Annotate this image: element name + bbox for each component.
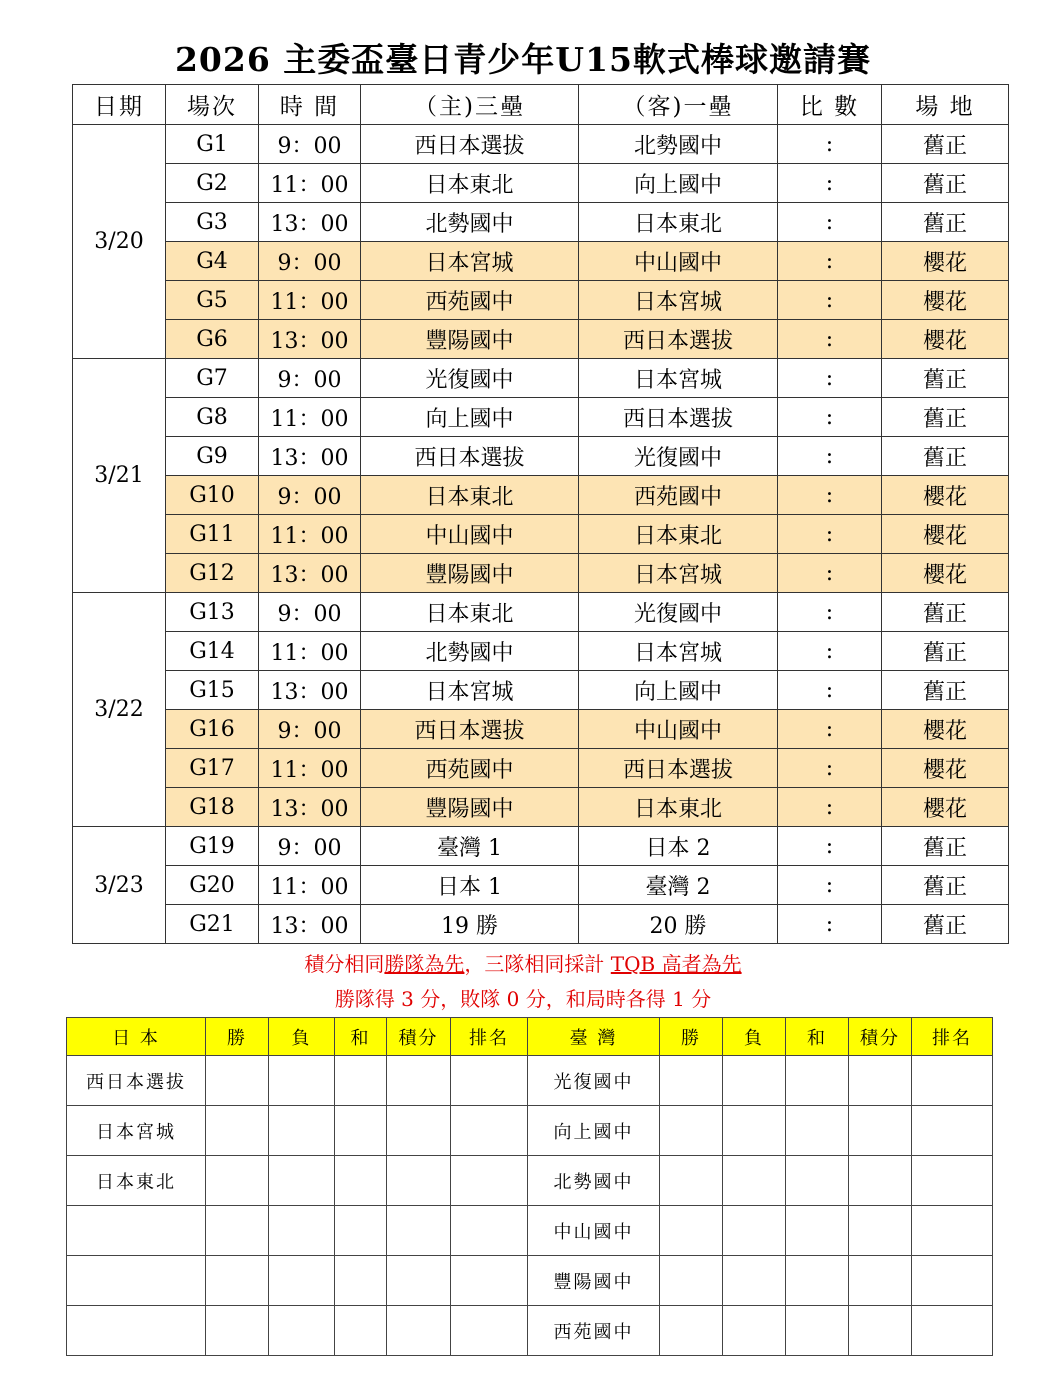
home-team: 豐陽國中	[361, 554, 579, 593]
header-game: 場次	[166, 85, 259, 125]
venue: 舊正	[882, 164, 1009, 203]
standings-header-losses: 負	[269, 1018, 335, 1056]
standings-cell	[387, 1106, 451, 1156]
game-time: 11：00	[259, 632, 361, 671]
standings-row	[67, 1106, 993, 1156]
score: :	[778, 164, 882, 203]
standings-header-japan-group: 日 本	[67, 1018, 206, 1056]
away-team: 日本東北	[579, 515, 778, 554]
standings-cell	[786, 1256, 849, 1306]
standings-cell	[269, 1256, 335, 1306]
standings-cell	[723, 1206, 786, 1256]
schedule-row	[73, 164, 1009, 203]
standings-cell	[912, 1156, 993, 1206]
game-number: G6	[166, 320, 259, 359]
schedule-date: 3/23	[73, 827, 166, 944]
standings-cell	[335, 1056, 387, 1106]
schedule-row	[73, 554, 1009, 593]
standings-cell	[451, 1106, 528, 1156]
standings-cell	[206, 1156, 269, 1206]
schedule-row	[73, 203, 1009, 242]
venue: 舊正	[882, 632, 1009, 671]
schedule-row	[73, 593, 1009, 632]
standings-cell	[269, 1056, 335, 1106]
standings-cell	[269, 1206, 335, 1256]
standings-header-ties: 和	[786, 1018, 849, 1056]
game-time: 9：00	[259, 710, 361, 749]
standings-cell	[387, 1306, 451, 1356]
venue: 舊正	[882, 359, 1009, 398]
venue: 櫻花	[882, 320, 1009, 359]
schedule-row	[73, 242, 1009, 281]
standings-cell	[335, 1156, 387, 1206]
game-time: 9：00	[259, 593, 361, 632]
page-title: 2026 主委盃臺日青少年U15軟式棒球邀請賽	[174, 40, 872, 79]
standings-table	[66, 1017, 993, 1356]
home-team: 日本東北	[361, 476, 579, 515]
standings-cell	[786, 1106, 849, 1156]
away-team: 西苑國中	[579, 476, 778, 515]
score: :	[778, 515, 882, 554]
home-team: 光復國中	[361, 359, 579, 398]
home-team: 西苑國中	[361, 749, 579, 788]
schedule-body	[73, 125, 1009, 944]
tiebreak-note-part1: 積分相同	[304, 952, 385, 976]
venue: 舊正	[882, 437, 1009, 476]
standings-cell	[206, 1056, 269, 1106]
schedule-row	[73, 281, 1009, 320]
standings-cell	[335, 1256, 387, 1306]
game-number: G20	[166, 866, 259, 905]
standings-cell	[451, 1206, 528, 1256]
standings-cell	[723, 1156, 786, 1206]
game-time: 13：00	[259, 320, 361, 359]
schedule-row	[73, 905, 1009, 944]
standings-cell	[451, 1156, 528, 1206]
game-time: 11：00	[259, 281, 361, 320]
standings-cell	[660, 1256, 723, 1306]
standings-cell	[269, 1106, 335, 1156]
standings-cell	[849, 1106, 912, 1156]
standings-header-points: 積分	[849, 1018, 912, 1056]
home-team: 日本宮城	[361, 671, 579, 710]
schedule-row	[73, 788, 1009, 827]
venue: 舊正	[882, 866, 1009, 905]
standings-cell	[206, 1206, 269, 1256]
away-team: 日本東北	[579, 203, 778, 242]
home-team: 日本宮城	[361, 242, 579, 281]
venue: 舊正	[882, 203, 1009, 242]
standings-header-points: 積分	[387, 1018, 451, 1056]
score: :	[778, 281, 882, 320]
away-team: 中山國中	[579, 242, 778, 281]
points-note: 勝隊得 3 分，敗隊 0 分，和局時各得 1 分	[334, 987, 712, 1011]
standings-row	[67, 1256, 993, 1306]
score: :	[778, 125, 882, 164]
score: :	[778, 827, 882, 866]
standings-row	[67, 1306, 993, 1356]
standings-cell	[387, 1256, 451, 1306]
away-team: 臺灣 2	[579, 866, 778, 905]
tiebreak-note	[0, 951, 1046, 977]
standings-cell	[206, 1256, 269, 1306]
game-number: G7	[166, 359, 259, 398]
game-number: G2	[166, 164, 259, 203]
away-team: 日本東北	[579, 788, 778, 827]
standings-cell	[786, 1056, 849, 1106]
game-number: G10	[166, 476, 259, 515]
tiebreak-note-part4: TQB 高者為先	[610, 952, 742, 976]
game-number: G9	[166, 437, 259, 476]
taiwan-team-name: 豐陽國中	[528, 1256, 660, 1306]
score: :	[778, 320, 882, 359]
standings-header-taiwan-group: 臺 灣	[528, 1018, 660, 1056]
game-number: G12	[166, 554, 259, 593]
game-number: G3	[166, 203, 259, 242]
standings-cell	[723, 1056, 786, 1106]
score: :	[778, 359, 882, 398]
game-number: G14	[166, 632, 259, 671]
schedule-date: 3/22	[73, 593, 166, 827]
standings-cell	[849, 1156, 912, 1206]
standings-cell	[849, 1056, 912, 1106]
venue: 櫻花	[882, 476, 1009, 515]
score: :	[778, 866, 882, 905]
score: :	[778, 671, 882, 710]
standings-cell	[387, 1056, 451, 1106]
schedule-table	[72, 84, 1009, 944]
game-time: 13：00	[259, 554, 361, 593]
header-venue: 場 地	[882, 85, 1009, 125]
score: :	[778, 398, 882, 437]
game-number: G13	[166, 593, 259, 632]
score: :	[778, 554, 882, 593]
venue: 櫻花	[882, 749, 1009, 788]
home-team: 西苑國中	[361, 281, 579, 320]
away-team: 日本宮城	[579, 281, 778, 320]
game-number: G8	[166, 398, 259, 437]
home-team: 西日本選拔	[361, 710, 579, 749]
game-time: 11：00	[259, 515, 361, 554]
standings-cell	[451, 1056, 528, 1106]
schedule-date: 3/21	[73, 359, 166, 593]
game-number: G21	[166, 905, 259, 944]
game-number: G1	[166, 125, 259, 164]
japan-team-name	[67, 1256, 206, 1306]
game-time: 9：00	[259, 359, 361, 398]
schedule-row	[73, 710, 1009, 749]
schedule-date: 3/20	[73, 125, 166, 359]
away-team: 日本宮城	[579, 359, 778, 398]
away-team: 日本 2	[579, 827, 778, 866]
standings-cell	[451, 1306, 528, 1356]
game-time: 11：00	[259, 398, 361, 437]
standings-cell	[786, 1306, 849, 1356]
schedule-row	[73, 515, 1009, 554]
taiwan-team-name: 中山國中	[528, 1206, 660, 1256]
venue: 舊正	[882, 398, 1009, 437]
home-team: 中山國中	[361, 515, 579, 554]
standings-cell	[786, 1206, 849, 1256]
home-team: 日本東北	[361, 164, 579, 203]
standings-cell	[660, 1306, 723, 1356]
standings-cell	[912, 1256, 993, 1306]
tiebreak-note-part2: 勝隊為先	[384, 952, 465, 976]
home-team: 臺灣 1	[361, 827, 579, 866]
standings-body	[67, 1056, 993, 1356]
game-time: 13：00	[259, 437, 361, 476]
away-team: 日本宮城	[579, 554, 778, 593]
home-team: 豐陽國中	[361, 320, 579, 359]
schedule-row	[73, 437, 1009, 476]
standings-row	[67, 1206, 993, 1256]
game-number: G16	[166, 710, 259, 749]
standings-cell	[849, 1306, 912, 1356]
japan-team-name: 西日本選拔	[67, 1056, 206, 1106]
standings-cell	[387, 1156, 451, 1206]
taiwan-team-name: 西苑國中	[528, 1306, 660, 1356]
game-time: 9：00	[259, 125, 361, 164]
venue: 舊正	[882, 905, 1009, 944]
game-number: G15	[166, 671, 259, 710]
header-away: （客)一壘	[579, 85, 778, 125]
standings-cell	[335, 1106, 387, 1156]
away-team: 日本宮城	[579, 632, 778, 671]
standings-cell	[206, 1106, 269, 1156]
home-team: 西日本選拔	[361, 437, 579, 476]
score: :	[778, 632, 882, 671]
standings-header-rank: 排名	[912, 1018, 993, 1056]
japan-team-name	[67, 1306, 206, 1356]
taiwan-team-name: 向上國中	[528, 1106, 660, 1156]
taiwan-team-name: 北勢國中	[528, 1156, 660, 1206]
standings-cell	[451, 1256, 528, 1306]
away-team: 光復國中	[579, 593, 778, 632]
game-time: 9：00	[259, 242, 361, 281]
game-time: 11：00	[259, 866, 361, 905]
standings-cell	[849, 1206, 912, 1256]
standings-header-rank: 排名	[451, 1018, 528, 1056]
score: :	[778, 437, 882, 476]
standings-cell	[912, 1306, 993, 1356]
score: :	[778, 203, 882, 242]
tiebreak-note-part3: ，三隊相同採計	[464, 952, 611, 976]
standings-cell	[387, 1206, 451, 1256]
game-time: 11：00	[259, 164, 361, 203]
away-team: 中山國中	[579, 710, 778, 749]
venue: 櫻花	[882, 242, 1009, 281]
standings-cell	[660, 1106, 723, 1156]
schedule-row	[73, 125, 1009, 164]
standings-cell	[269, 1156, 335, 1206]
schedule-row	[73, 866, 1009, 905]
standings-header-wins: 勝	[206, 1018, 269, 1056]
schedule-row	[73, 476, 1009, 515]
standings-cell	[912, 1056, 993, 1106]
standings-cell	[335, 1306, 387, 1356]
score: :	[778, 476, 882, 515]
away-team: 20 勝	[579, 905, 778, 944]
japan-team-name: 日本東北	[67, 1156, 206, 1206]
venue: 櫻花	[882, 788, 1009, 827]
game-time: 11：00	[259, 749, 361, 788]
game-number: G17	[166, 749, 259, 788]
venue: 舊正	[882, 827, 1009, 866]
venue: 舊正	[882, 593, 1009, 632]
standings-cell	[269, 1306, 335, 1356]
home-team: 日本 1	[361, 866, 579, 905]
standings-header-ties: 和	[335, 1018, 387, 1056]
header-score: 比 數	[778, 85, 882, 125]
standings-cell	[786, 1156, 849, 1206]
header-date: 日期	[73, 85, 166, 125]
standings-cell	[723, 1306, 786, 1356]
standings-cell	[912, 1206, 993, 1256]
game-time: 13：00	[259, 905, 361, 944]
standings-cell	[660, 1056, 723, 1106]
score: :	[778, 905, 882, 944]
home-team: 北勢國中	[361, 203, 579, 242]
schedule-row	[73, 320, 1009, 359]
taiwan-team-name: 光復國中	[528, 1056, 660, 1106]
away-team: 北勢國中	[579, 125, 778, 164]
away-team: 西日本選拔	[579, 320, 778, 359]
home-team: 日本東北	[361, 593, 579, 632]
standings-cell	[912, 1106, 993, 1156]
score: :	[778, 593, 882, 632]
game-time: 13：00	[259, 671, 361, 710]
schedule-row	[73, 749, 1009, 788]
header-home: （主)三壘	[361, 85, 579, 125]
standings-header-losses: 負	[723, 1018, 786, 1056]
venue: 櫻花	[882, 554, 1009, 593]
standings-row	[67, 1156, 993, 1206]
standings-cell	[660, 1156, 723, 1206]
standings-cell	[723, 1256, 786, 1306]
game-number: G19	[166, 827, 259, 866]
game-number: G18	[166, 788, 259, 827]
game-number: G4	[166, 242, 259, 281]
away-team: 光復國中	[579, 437, 778, 476]
venue: 櫻花	[882, 515, 1009, 554]
home-team: 豐陽國中	[361, 788, 579, 827]
header-time: 時 間	[259, 85, 361, 125]
game-time: 9：00	[259, 827, 361, 866]
game-time: 13：00	[259, 788, 361, 827]
schedule-row	[73, 671, 1009, 710]
standings-cell	[849, 1256, 912, 1306]
standings-header-wins: 勝	[660, 1018, 723, 1056]
standings-cell	[206, 1306, 269, 1356]
venue: 櫻花	[882, 281, 1009, 320]
game-time: 13：00	[259, 203, 361, 242]
venue: 舊正	[882, 671, 1009, 710]
score: :	[778, 788, 882, 827]
venue: 舊正	[882, 125, 1009, 164]
game-number: G11	[166, 515, 259, 554]
away-team: 西日本選拔	[579, 398, 778, 437]
home-team: 19 勝	[361, 905, 579, 944]
home-team: 向上國中	[361, 398, 579, 437]
standings-cell	[335, 1206, 387, 1256]
score: :	[778, 242, 882, 281]
standings-row	[67, 1056, 993, 1106]
score: :	[778, 749, 882, 788]
schedule-row	[73, 827, 1009, 866]
game-number: G5	[166, 281, 259, 320]
standings-header-row	[67, 1018, 993, 1056]
schedule-row	[73, 632, 1009, 671]
score: :	[778, 710, 882, 749]
home-team: 北勢國中	[361, 632, 579, 671]
away-team: 西日本選拔	[579, 749, 778, 788]
game-time: 9：00	[259, 476, 361, 515]
away-team: 向上國中	[579, 671, 778, 710]
schedule-row	[73, 398, 1009, 437]
schedule-row	[73, 359, 1009, 398]
away-team: 向上國中	[579, 164, 778, 203]
venue: 櫻花	[882, 710, 1009, 749]
standings-cell	[660, 1206, 723, 1256]
japan-team-name: 日本宮城	[67, 1106, 206, 1156]
schedule-header-row	[73, 85, 1009, 125]
japan-team-name	[67, 1206, 206, 1256]
standings-cell	[723, 1106, 786, 1156]
home-team: 西日本選拔	[361, 125, 579, 164]
